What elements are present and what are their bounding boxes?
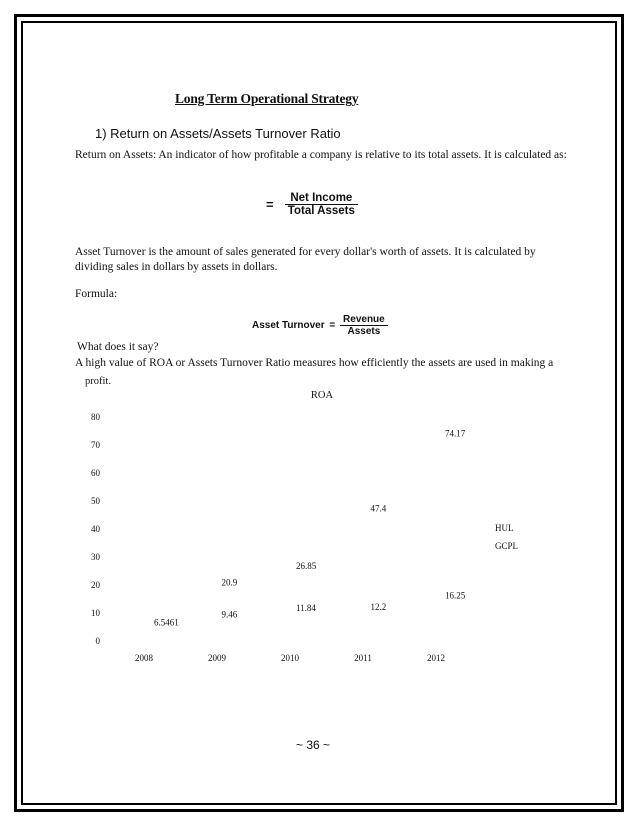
y-tick-label: 80 (91, 412, 100, 422)
legend-entry: HUL (495, 523, 514, 533)
x-tick-label: 2011 (354, 653, 372, 663)
question: What does it say? (77, 341, 159, 353)
page-heading: Long Term Operational Strategy (175, 91, 359, 106)
asset-turnover-definition: Asset Turnover is the amount of sales generated for every dollar's worth of assets. It is calculated by dividing sales in dollars by assets in dollars. (75, 246, 536, 273)
answer-line-2: profit. (85, 376, 111, 387)
roa-formula-denominator: Total Assets (287, 205, 355, 217)
data-label: 20.9 (221, 577, 238, 588)
data-label: 9.46 (221, 609, 238, 620)
asset-turnover-formula-numerator: Revenue (340, 314, 388, 326)
data-label: 6.5461 (154, 617, 179, 628)
y-tick-label: 20 (91, 580, 100, 590)
y-tick-label: 30 (91, 552, 100, 562)
data-label: 12.2 (370, 601, 387, 612)
asset-turnover-formula-denominator: Assets (347, 326, 381, 337)
y-tick-label: 50 (91, 496, 100, 506)
chart-title: ROA (310, 390, 334, 401)
y-tick-label: 0 (95, 636, 100, 646)
y-tick-label: 40 (91, 524, 100, 534)
answer-line-1: A high value of ROA or Assets Turnover Ratio measures how efficiently the assets are used in making a (75, 357, 554, 369)
roa-definition: Return on Assets: An indicator of how profitable a company is relative to its total assets. It is calculated as: (75, 149, 567, 161)
x-tick-label: 2008 (135, 653, 153, 663)
data-label: 16.25 (445, 590, 466, 601)
y-tick-label: 10 (91, 608, 100, 618)
section-title: 1) Return on Assets/Assets Turnover Ratio (95, 126, 341, 141)
x-tick-label: 2009 (208, 653, 226, 663)
roa-formula-equals: = (266, 197, 274, 212)
chart-legend (495, 523, 518, 551)
x-tick-label: 2012 (427, 653, 445, 663)
asset-turnover-formula-lhs: Asset Turnover (252, 320, 325, 331)
asset-turnover-formula-equals: = (329, 320, 336, 331)
data-label: 11.84 (296, 602, 316, 613)
y-tick-label: 70 (91, 440, 100, 450)
data-label: 74.17 (445, 428, 466, 439)
legend-entry: GCPL (495, 541, 519, 551)
y-tick-label: 60 (91, 468, 100, 478)
x-axis-ticks (135, 653, 445, 663)
page-number: ~ 36 ~ (296, 738, 331, 752)
roa-formula-numerator: Net Income (285, 192, 358, 205)
data-label: 47.4 (370, 503, 387, 514)
formula-label: Formula: (75, 288, 118, 300)
data-label: 26.85 (296, 560, 317, 571)
x-tick-label: 2010 (281, 653, 299, 663)
y-axis-ticks (91, 412, 101, 646)
data-labels (154, 428, 466, 627)
